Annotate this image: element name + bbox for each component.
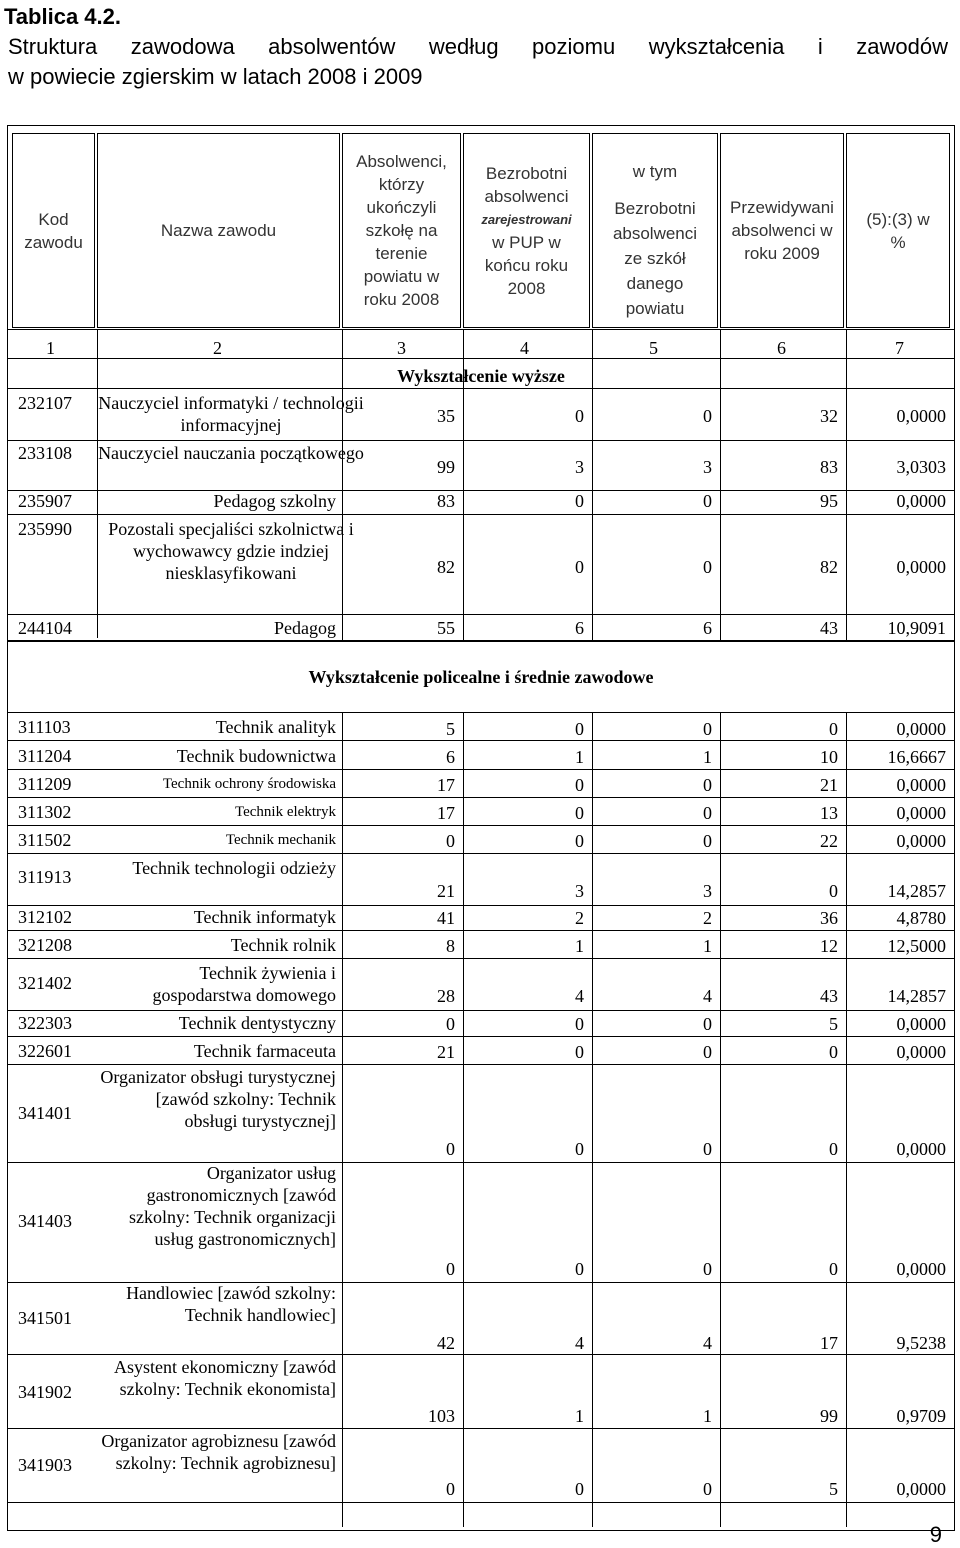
row-c7: 0,0000 — [896, 1259, 946, 1279]
row-c3: 0 — [446, 1014, 455, 1034]
row-c7: 0,0000 — [896, 1479, 946, 1499]
row-name: Technik rolnik — [230, 935, 336, 955]
row-divider — [8, 440, 954, 441]
row-c7: 0,0000 — [896, 406, 946, 426]
row-code: 235990 — [18, 519, 72, 539]
row-code: 341902 — [18, 1382, 72, 1402]
row-c5: 0 — [703, 719, 712, 739]
row-c4: 0 — [575, 1139, 584, 1159]
row-divider — [8, 514, 954, 515]
row-code: 311302 — [18, 802, 72, 822]
row-c6: 99 — [820, 1406, 838, 1426]
row-name: Technik ochrony środowiska — [162, 776, 336, 792]
row-c6: 17 — [820, 1333, 838, 1353]
row-c3: 0 — [446, 1479, 455, 1499]
row-c4: 0 — [575, 491, 584, 511]
row-name: Technik elektryk — [235, 804, 336, 820]
row-c3: 28 — [437, 986, 455, 1006]
row-c4: 0 — [575, 775, 584, 795]
row-c7: 4,8780 — [896, 908, 946, 928]
row-c3: 17 — [437, 775, 455, 795]
row-c4: 0 — [575, 1479, 584, 1499]
row-c7: 0,0000 — [896, 1139, 946, 1159]
row-name: Handlowiec [zawód szkolny: Technik handlowiec] — [126, 1283, 336, 1325]
row-c7: 16,6667 — [887, 747, 946, 767]
row-code: 341403 — [18, 1211, 72, 1231]
row-code: 311103 — [18, 717, 71, 737]
row-c6: 13 — [820, 803, 838, 823]
col-num-7: 7 — [895, 338, 904, 358]
row-code: 341401 — [18, 1103, 72, 1123]
row-c3: 0 — [446, 1259, 455, 1279]
row-divider — [8, 958, 954, 959]
row-c4: 3 — [575, 457, 584, 477]
row-c7: 0,0000 — [896, 491, 946, 511]
row-divider — [8, 930, 954, 931]
row-c5: 1 — [703, 936, 712, 956]
row-divider — [8, 825, 954, 826]
row-c7: 12,5000 — [887, 936, 946, 956]
row-code: 244104 — [18, 618, 72, 638]
row-divider — [8, 1064, 954, 1065]
row-c5: 0 — [703, 491, 712, 511]
header-przewidywani: Przewidywani absolwenci w roku 2009 — [720, 133, 844, 328]
row-c5: 4 — [703, 986, 712, 1006]
row-c7: 9,5238 — [896, 1333, 946, 1353]
row-c3: 42 — [437, 1333, 455, 1353]
row-divider — [8, 641, 954, 642]
row-c6: 0 — [829, 719, 838, 739]
col-num-1: 1 — [46, 338, 55, 358]
row-c6: 5 — [829, 1014, 838, 1034]
row-c3: 55 — [437, 618, 455, 638]
section-policealne: Wykształcenie policealne i średnie zawodowe — [308, 667, 654, 687]
row-name: Technik dentystyczny — [178, 1013, 336, 1033]
col-num-4: 4 — [520, 338, 529, 358]
row-code: 341501 — [18, 1308, 72, 1328]
col-num-3: 3 — [397, 338, 406, 358]
col-num-6: 6 — [777, 338, 786, 358]
row-c5: 2 — [703, 908, 712, 928]
page-number: 9 — [929, 1522, 942, 1547]
row-c3: 21 — [437, 1042, 455, 1062]
row-c5: 0 — [703, 1139, 712, 1159]
row-name: Pozostali specjaliści szkolnictwa i wychowawcy gdzie indziej niesklasyfikowani — [108, 519, 354, 583]
row-c5: 6 — [703, 618, 712, 638]
row-name: Technik analityk — [215, 717, 336, 737]
row-name: Asystent ekonomiczny [zawód szkolny: Technik ekonomista] — [114, 1357, 336, 1399]
row-c3: 99 — [437, 457, 455, 477]
row-code: 235907 — [18, 491, 72, 511]
row-c6: 0 — [829, 1042, 838, 1062]
row-name: Organizator obsługi turystycznej [zawód szkolny: Technik obsługi turystycznej] — [100, 1067, 336, 1131]
row-c3: 35 — [437, 406, 455, 426]
row-divider — [8, 614, 954, 615]
row-c7: 0,0000 — [896, 1042, 946, 1062]
row-c4: 0 — [575, 406, 584, 426]
row-divider — [8, 1010, 954, 1011]
row-code: 312102 — [18, 907, 72, 927]
row-c5: 0 — [703, 1259, 712, 1279]
row-c5: 0 — [703, 557, 712, 577]
section-wyzsze: Wykształcenie wyższe — [397, 366, 565, 386]
row-code: 322303 — [18, 1013, 72, 1033]
row-c4: 1 — [575, 936, 584, 956]
row-c5: 0 — [703, 1014, 712, 1034]
row-c7: 0,0000 — [896, 719, 946, 739]
row-c4: 4 — [575, 986, 584, 1006]
row-c4: 0 — [575, 1259, 584, 1279]
row-c4: 6 — [575, 618, 584, 638]
row-name: Technik budownictwa — [176, 746, 336, 766]
row-c6: 32 — [820, 406, 838, 426]
row-c7: 0,0000 — [896, 557, 946, 577]
col-num-2: 2 — [213, 338, 222, 358]
row-c6: 43 — [820, 618, 838, 638]
row-divider — [8, 1428, 954, 1429]
row-c3: 6 — [446, 747, 455, 767]
row-c3: 0 — [446, 1139, 455, 1159]
row-divider — [8, 853, 954, 854]
row-c6: 82 — [820, 557, 838, 577]
row-c7: 0,0000 — [896, 775, 946, 795]
row-c4: 0 — [575, 831, 584, 851]
row-c3: 8 — [446, 936, 455, 956]
header-bezrobotni: Bezrobotni absolwenci zarejestrowani w PUP w końcu roku 2008 — [463, 133, 590, 328]
row-c6: 0 — [829, 881, 838, 901]
row-c6: 22 — [820, 831, 838, 851]
row-divider — [8, 1502, 954, 1503]
row-c4: 0 — [575, 719, 584, 739]
row-c7: 14,2857 — [887, 881, 946, 901]
row-code: 321402 — [18, 973, 72, 993]
row-c3: 83 — [437, 491, 455, 511]
row-c7: 3,0303 — [896, 457, 946, 477]
row-c6: 36 — [820, 908, 838, 928]
row-c4: 2 — [575, 908, 584, 928]
row-code: 321208 — [18, 935, 72, 955]
row-c5: 0 — [703, 831, 712, 851]
row-c3: 5 — [446, 719, 455, 739]
header-ze-szkol: Bezrobotni absolwenci ze szkół danego powiatu — [612, 199, 698, 318]
header-absolwenci: Absolwenci, którzy ukończyli szkołę na terenie powiatu w roku 2008 — [342, 133, 461, 328]
row-code: 311502 — [18, 830, 72, 850]
row-c5: 3 — [703, 881, 712, 901]
row-code: 341903 — [18, 1455, 72, 1475]
table-title-line2: w powiecie zgierskim w latach 2008 i 2009 — [8, 64, 423, 89]
row-c6: 95 — [820, 491, 838, 511]
col-num-5: 5 — [649, 338, 658, 358]
row-c7: 10,9091 — [887, 618, 946, 638]
row-c3: 21 — [437, 881, 455, 901]
row-c4: 0 — [575, 1014, 584, 1034]
row-name: Technik mechanik — [225, 832, 336, 848]
row-c6: 0 — [829, 1259, 838, 1279]
row-c3: 82 — [437, 557, 455, 577]
row-c5: 0 — [703, 775, 712, 795]
row-code: 322601 — [18, 1041, 72, 1061]
row-code: 233108 — [18, 443, 72, 463]
row-c4: 0 — [575, 803, 584, 823]
row-divider — [8, 1036, 954, 1037]
row-name: Technik technologii odzieży — [132, 858, 336, 878]
row-c4: 0 — [575, 1042, 584, 1062]
row-c4: 1 — [575, 1406, 584, 1426]
row-c6: 83 — [820, 457, 838, 477]
table-label: Tablica 4.2. — [4, 4, 121, 29]
row-name: Nauczyciel nauczania początkowego — [98, 443, 364, 463]
header-nazwa: Nazwa zawodu — [97, 133, 340, 328]
row-c7: 0,0000 — [896, 831, 946, 851]
row-name: Organizator usług gastronomicznych [zawód szkolny: Technik organizacji usług gastronomicznych] — [128, 1163, 336, 1249]
row-c3: 0 — [446, 831, 455, 851]
row-c4: 0 — [575, 557, 584, 577]
row-c6: 21 — [820, 775, 838, 795]
row-name: Pedagog — [274, 618, 336, 638]
row-name: Technik żywienia i gospodarstwa domowego — [152, 963, 336, 1005]
row-c7: 0,0000 — [896, 803, 946, 823]
row-c5: 1 — [703, 747, 712, 767]
header-ratio: (5):(3) w % — [846, 133, 950, 328]
row-name: Organizator agrobiznesu [zawód szkolny: Technik agrobiznesu] — [101, 1431, 336, 1473]
row-c7: 0,9709 — [896, 1406, 946, 1426]
row-c7: 14,2857 — [887, 986, 946, 1006]
row-code: 311204 — [18, 746, 72, 766]
row-c4: 1 — [575, 747, 584, 767]
row-name: Technik farmaceuta — [193, 1041, 336, 1061]
row-c6: 0 — [829, 1139, 838, 1159]
row-c5: 0 — [703, 803, 712, 823]
row-code: 232107 — [18, 393, 72, 413]
row-name: Technik informatyk — [193, 907, 336, 927]
row-c6: 43 — [820, 986, 838, 1006]
row-name: Pedagog szkolny — [213, 491, 336, 511]
row-c5: 3 — [703, 457, 712, 477]
row-c5: 1 — [703, 1406, 712, 1426]
row-divider — [8, 769, 954, 770]
row-c3: 41 — [437, 908, 455, 928]
row-c3: 103 — [428, 1406, 455, 1426]
row-c6: 5 — [829, 1479, 838, 1499]
header-w-tym: w tym — [632, 162, 678, 181]
row-c5: 4 — [703, 1333, 712, 1353]
row-code: 311913 — [18, 867, 72, 887]
row-c5: 0 — [703, 1042, 712, 1062]
row-divider — [8, 740, 954, 741]
row-divider — [8, 1354, 954, 1355]
row-c6: 12 — [820, 936, 838, 956]
row-c4: 3 — [575, 881, 584, 901]
row-c5: 0 — [703, 406, 712, 426]
row-c3: 17 — [437, 803, 455, 823]
row-c4: 4 — [575, 1333, 584, 1353]
row-c7: 0,0000 — [896, 1014, 946, 1034]
row-name: Nauczyciel informatyki / technologii informacyjnej — [98, 393, 364, 435]
row-c5: 0 — [703, 1479, 712, 1499]
row-c6: 10 — [820, 747, 838, 767]
table-title-line1: Struktura zawodowa absolwentów według poziomu wykształcenia i zawodów — [8, 34, 948, 59]
row-divider — [8, 797, 954, 798]
header-kod: Kod zawodu — [12, 133, 95, 328]
row-code: 311209 — [18, 774, 72, 794]
